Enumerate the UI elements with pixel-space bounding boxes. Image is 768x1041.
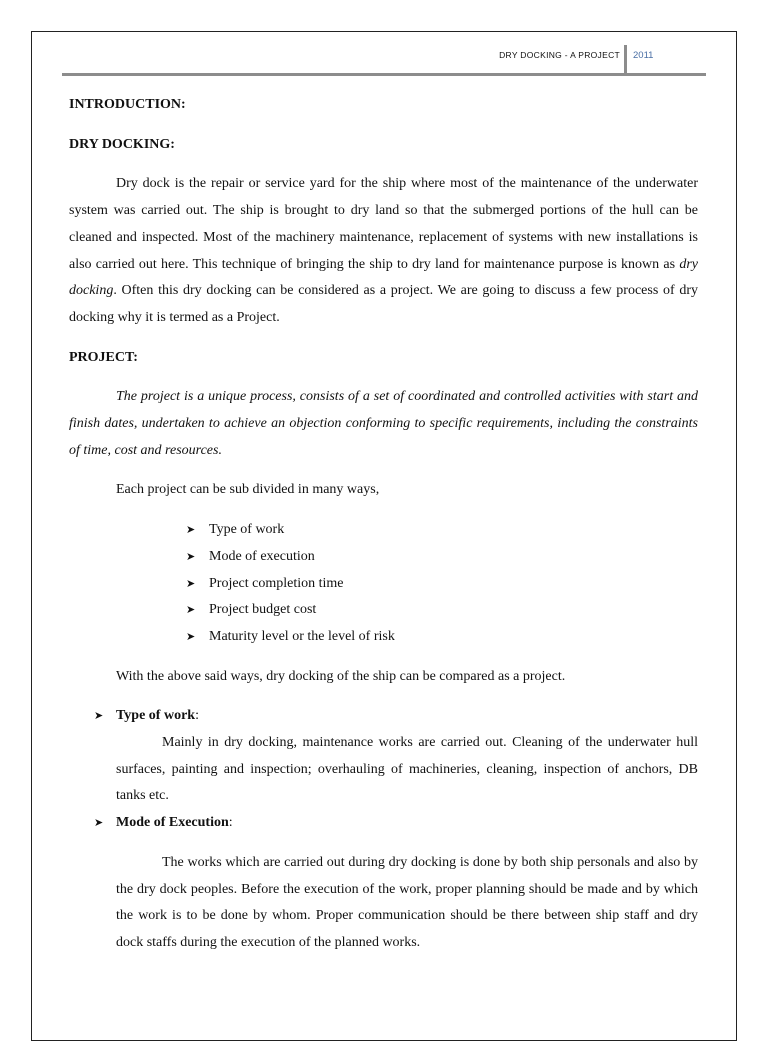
list-item-label: Type of work <box>209 522 285 538</box>
list-item <box>186 544 698 571</box>
section-title: Mode of Execution <box>116 815 229 831</box>
project-heading: PROJECT: <box>69 349 138 365</box>
header-rule <box>62 73 706 76</box>
arrow-bullet-icon: ➤ <box>186 524 196 537</box>
list-item-label: Maturity level or the level of risk <box>209 628 395 644</box>
list-item-label: Project budget cost <box>209 602 317 618</box>
ways-list <box>69 517 698 651</box>
paragraph-text: Dry dock is the repair or service yard for the ship where most of the maintenance of the underwater system was carried out. The ship is brought to dry land so that the submerged portions of the hull can be cleaned and inspected. Most of the machinery maintenance, replacement of systems with new installations is also carried out here. This technique of bringing the ship to dry land for maintenance purpose is known as <box>69 176 698 272</box>
section-text: The works which are carried out during dry docking is done by both ship personals and also by the dry dock peoples. Before the execution of the work, proper planning should be made and by which the work is to be done by whom. Proper communication should be there between ship staff and dry dock staffs during the execution of the planned works. <box>116 854 698 950</box>
section-colon: : <box>195 708 199 724</box>
dry-docking-paragraph <box>69 171 698 331</box>
document-body <box>69 92 698 957</box>
arrow-bullet-icon: ➤ <box>186 630 196 643</box>
paragraph-text: . Often this dry docking can be considered as a project. We are going to discuss a few process of dry docking why it is termed as a Project. <box>69 283 698 325</box>
arrow-bullet-icon: ➤ <box>186 604 196 617</box>
section-text: Mainly in dry docking, maintenance works are carried out. Cleaning of the underwater hull surfaces, painting and inspection; overhauling of machineries, cleaning, inspection of anchors, DB tanks etc. <box>116 735 698 804</box>
section-body <box>69 730 698 810</box>
compare-line: With the above said ways, dry docking of the ship can be compared as a project. <box>116 668 566 684</box>
section-title: Type of work <box>116 708 196 724</box>
arrow-bullet-icon: ➤ <box>94 710 104 723</box>
section-mode-of-execution <box>22 810 698 957</box>
list-item <box>186 597 698 624</box>
arrow-bullet-icon: ➤ <box>186 577 196 590</box>
subdivide-intro: Each project can be sub divided in many ways, <box>116 482 380 498</box>
section-colon: : <box>228 815 233 831</box>
section-body <box>69 850 698 957</box>
section-type-of-work <box>22 703 698 810</box>
introduction-heading: INTRODUCTION: <box>69 97 186 112</box>
running-header-year: 2011 <box>633 50 654 61</box>
project-definition: The project is a unique process, consists of a set of coordinated and controlled activities with start and finish dates, undertaken to achieve an objection conforming to specific requirements, including the constraints of time, cost and resources. <box>69 389 698 458</box>
list-item <box>186 624 698 651</box>
arrow-bullet-icon: ➤ <box>94 817 104 830</box>
list-item <box>186 517 698 544</box>
header-divider <box>624 45 627 75</box>
dry-docking-heading: DRY DOCKING: <box>69 136 175 152</box>
arrow-bullet-icon: ➤ <box>186 550 196 563</box>
list-item-label: Mode of execution <box>209 548 315 564</box>
list-item <box>186 571 698 598</box>
running-header-title: DRY DOCKING - A PROJECT <box>499 50 620 60</box>
list-item-label: Project completion time <box>209 575 344 591</box>
emphasis-term: dry docking <box>69 256 698 299</box>
